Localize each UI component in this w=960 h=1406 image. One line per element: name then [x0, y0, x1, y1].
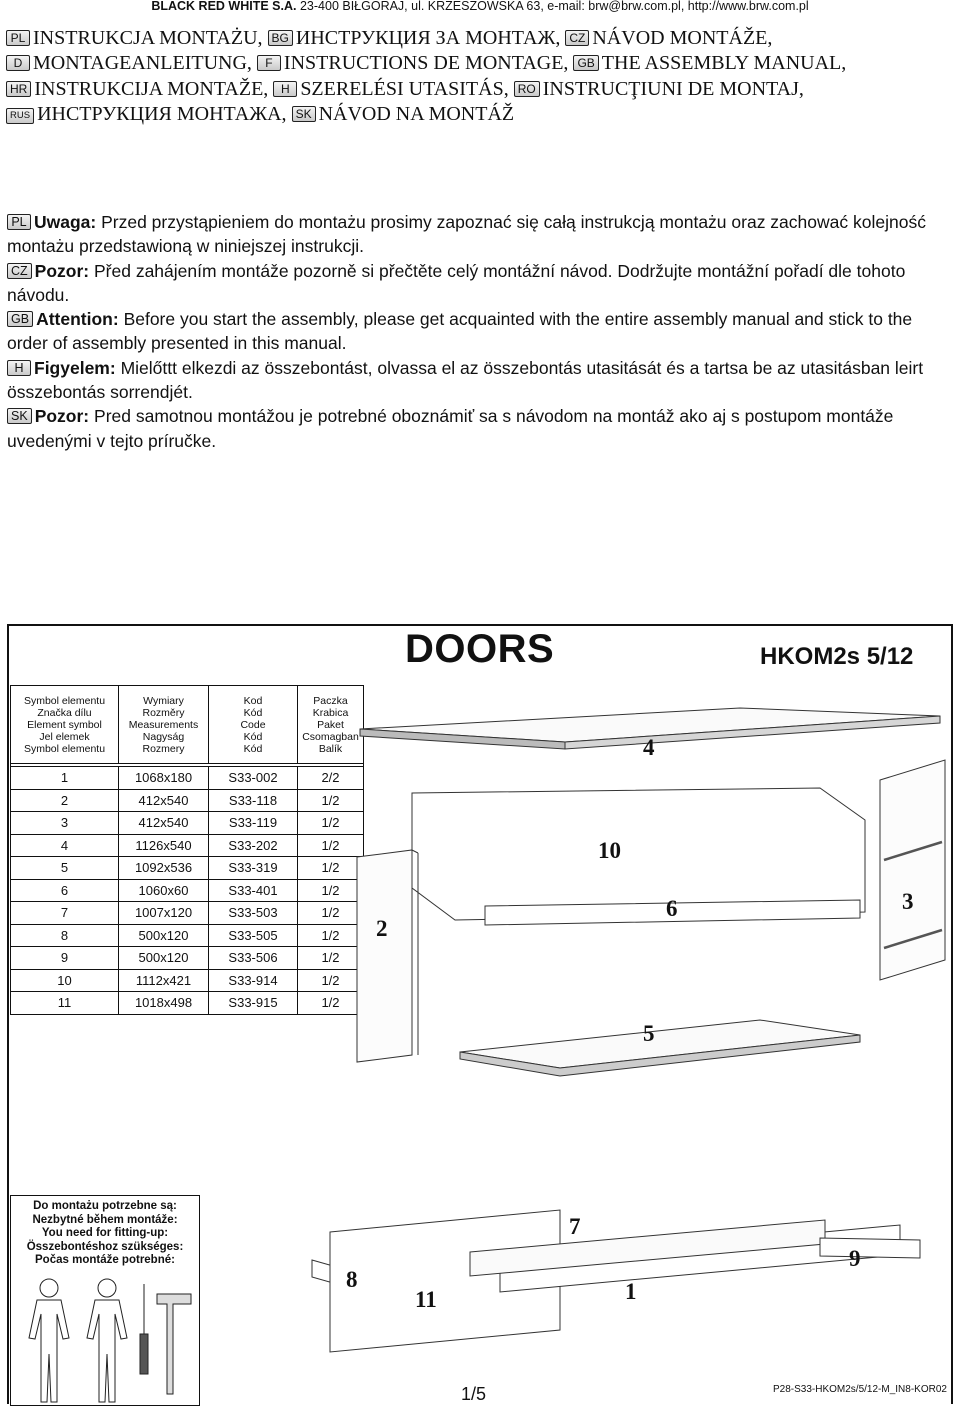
table-cell: 412x540 — [119, 812, 209, 835]
tools-line: Nezbytné během montáže: — [32, 1213, 178, 1226]
table-cell: S33-506 — [209, 947, 298, 970]
table-cell: S33-503 — [209, 902, 298, 925]
table-cell: 1092x536 — [119, 857, 209, 880]
table-cell: S33-914 — [209, 969, 298, 992]
label-part-10: 10 — [598, 838, 621, 863]
tools-illustration — [11, 1274, 199, 1404]
table-cell: 11 — [11, 992, 119, 1015]
table-cell: 2/2 — [298, 767, 364, 790]
table-cell: S33-118 — [209, 789, 298, 812]
lang-badge: D — [6, 55, 30, 71]
table-cell: 7 — [11, 902, 119, 925]
lang-badge: SK — [7, 408, 32, 424]
label-part-8: 8 — [346, 1267, 358, 1292]
title-text: SZERELÉSI UTASITÁS, — [300, 77, 509, 100]
part-9-drawer-side — [820, 1238, 920, 1258]
lang-badge: BG — [268, 30, 293, 46]
title-text: INSTRUKCJA MONTAŻU, — [33, 27, 263, 49]
table-cell: 3 — [11, 812, 119, 835]
hammer-icon — [157, 1294, 191, 1394]
part-2-left-side — [357, 850, 412, 1062]
table-cell: 500x120 — [119, 947, 209, 970]
table-cell: 1112x421 — [119, 969, 209, 992]
label-part-3: 3 — [902, 889, 914, 914]
table-cell: 4 — [11, 834, 119, 857]
document-reference: P28-S33-HKOM2s/5/12-M_IN8-KOR02 — [773, 1384, 947, 1395]
table-cell: 1/2 — [298, 879, 364, 902]
table-cell: 2 — [11, 789, 119, 812]
table-cell: 1 — [11, 767, 119, 790]
part-10-back-panel — [412, 788, 865, 920]
table-cell: 412x540 — [119, 789, 209, 812]
title-text: INSTRUCTIONS DE MONTAGE, — [283, 52, 569, 75]
note-text: Mielőttt elkezdi az összebontást, olvassa el az összebontás utasitását és a tartsa be az utasitásban leirt összebontás sorrendjét. — [7, 357, 924, 403]
title-text: ИНСТРУКЦИЯ ЗА МОНТАЖ, — [295, 27, 561, 49]
label-part-11: 11 — [415, 1287, 437, 1312]
table-cell: S33-119 — [209, 812, 298, 835]
title-text: INSTRUCŢIUNI DE MONTAJ, — [542, 77, 804, 100]
table-cell: 1/2 — [298, 789, 364, 812]
header-text: Wymiary Rozměry Measurements Nagyság Rozmery — [128, 694, 199, 755]
table-cell: 9 — [11, 947, 119, 970]
lang-badge: RUS — [6, 108, 34, 124]
company-address: 23-400 BIŁGORAJ, ul. KRZESZOWSKA 63, e-mail: brw@brw.com.pl, http://www.brw.com.pl — [299, 0, 809, 13]
tools-line: You need for fitting-up: — [41, 1227, 169, 1239]
note-text: Pred samotnou montážou je potrebné oboznámiť sa s návodom na montáž ako aj s postupom montáže uvedenými v tejto príručke. — [7, 406, 894, 451]
lang-badge: CZ — [7, 263, 32, 279]
lang-badge: H — [7, 360, 31, 376]
header-text: Symbol elementu Značka dílu Element symbol Jel elemek Symbol elementu — [23, 694, 106, 755]
lang-badge: PL — [6, 30, 30, 46]
part-2-edge — [412, 850, 418, 853]
title-text: ИНСТРУКЦИЯ МОНТАЖА, — [37, 102, 287, 125]
table-cell: 6 — [11, 879, 119, 902]
table-cell: 1007x120 — [119, 902, 209, 925]
lang-badge: HR — [6, 81, 31, 97]
note-text: Před zahájením montáže pozorně si přečtěte celý montážní návod. Dodržujte montážní pořadí dle tohoto návodu. — [7, 260, 906, 305]
table-cell: S33-915 — [209, 992, 298, 1015]
table-cell: 5 — [11, 857, 119, 880]
note-label: Figyelem: — [34, 357, 116, 378]
table-cell: 1/2 — [298, 902, 364, 925]
person-icon — [87, 1279, 127, 1402]
note-label: Uwaga: — [34, 212, 97, 232]
table-cell: 1068x180 — [119, 767, 209, 790]
title-text: NÁVOD MONTÁŽE, — [592, 27, 773, 49]
lang-badge: F — [257, 55, 281, 71]
note-label: Attention: — [36, 309, 119, 330]
table-cell: 1/2 — [298, 857, 364, 880]
table-cell: 1/2 — [298, 924, 364, 947]
note-text: Przed przystąpieniem do montażu prosimy zapoznać się całą instrukcją montażu oraz zachować kolejność montażu przedstawioną w niniejszej instrukcji. — [7, 212, 926, 257]
table-cell: 1018x498 — [119, 992, 209, 1015]
table-cell: 10 — [11, 969, 119, 992]
label-part-7: 7 — [569, 1214, 581, 1239]
lang-badge: PL — [7, 214, 31, 230]
note-label: Pozor: — [34, 406, 90, 427]
note-label: Pozor: — [34, 260, 90, 281]
note-text: Before you start the assembly, please get acquainted with the entire assembly manual and stick to the order of assembly presented in this manual. — [7, 309, 913, 354]
title-text: NÁVOD NA MONTÁŽ — [318, 102, 515, 125]
tools-line: Összebontéshoz szükséges: — [26, 1240, 184, 1253]
title-text: MONTAGEANLEITUNG, — [33, 52, 252, 75]
table-cell: S33-401 — [209, 879, 298, 902]
label-part-2: 2 — [376, 916, 388, 941]
label-part-4: 4 — [643, 735, 655, 760]
table-cell: S33-505 — [209, 924, 298, 947]
lang-badge: CZ — [565, 30, 589, 46]
table-cell: 8 — [11, 924, 119, 947]
screwdriver-icon — [140, 1284, 148, 1374]
tools-line: Počas montáže potrebné: — [35, 1254, 175, 1266]
lang-badge: GB — [573, 55, 598, 71]
table-cell: 1060x60 — [119, 879, 209, 902]
table-cell: 1/2 — [298, 812, 364, 835]
lang-badge: GB — [7, 311, 33, 327]
product-code: HKOM2s 5/12 — [760, 643, 914, 670]
lang-badge: SK — [292, 106, 316, 122]
table-cell: 1/2 — [298, 947, 364, 970]
tools-heading — [11, 1196, 199, 1268]
page-number: 1/5 — [461, 1384, 487, 1404]
table-cell: S33-319 — [209, 857, 298, 880]
table-cell: 1/2 — [298, 834, 364, 857]
title-text: THE ASSEMBLY MANUAL, — [601, 52, 847, 75]
table-cell: 1126x540 — [119, 834, 209, 857]
table-cell: S33-002 — [209, 767, 298, 790]
lang-badge: H — [273, 81, 297, 97]
table-cell: 500x120 — [119, 924, 209, 947]
title-text: INSTRUKCIJA MONTAŽE, — [34, 77, 269, 100]
product-name: DOORS — [405, 627, 555, 671]
label-part-9: 9 — [849, 1246, 861, 1271]
header-text: Paczka Krabica Paket Csomagban Balík — [302, 694, 359, 755]
table-cell: 1/2 — [298, 992, 364, 1015]
tools-box — [10, 1195, 200, 1406]
label-part-5: 5 — [643, 1021, 655, 1046]
lang-badge: RO — [514, 81, 540, 97]
table-cell: S33-202 — [209, 834, 298, 857]
label-part-1: 1 — [625, 1279, 637, 1304]
header-text: Kod Kód Code Kód Kód — [240, 694, 266, 755]
table-cell: 1/2 — [298, 969, 364, 992]
company-name: BLACK RED WHITE S.A. — [151, 0, 297, 13]
person-icon — [29, 1279, 69, 1402]
tools-line: Do montażu potrzebne są: — [33, 1200, 177, 1212]
label-part-6: 6 — [666, 896, 678, 921]
